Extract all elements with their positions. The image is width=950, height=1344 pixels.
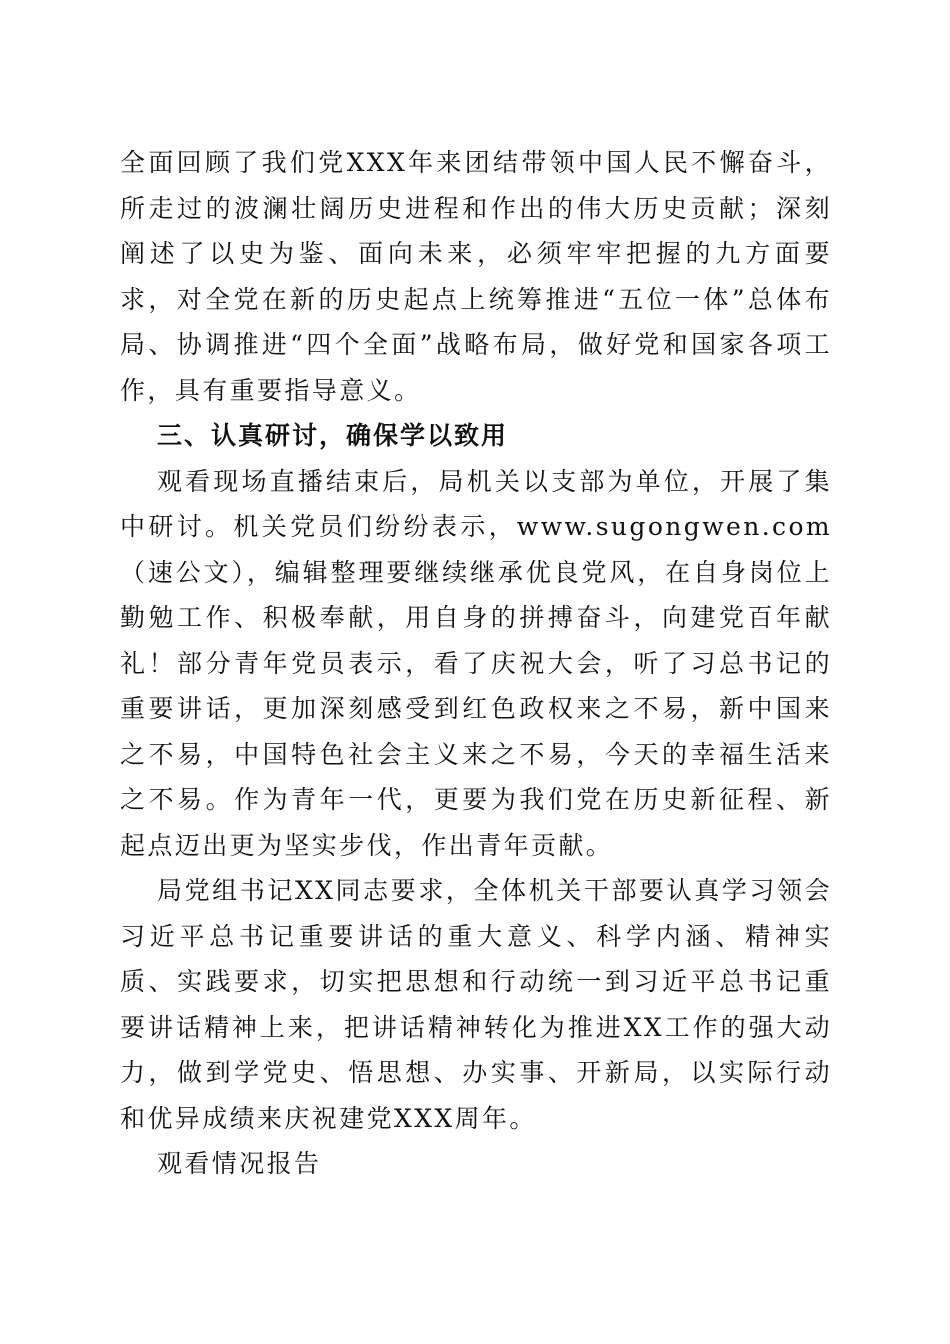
paragraph-requirements: 局党组书记XX同志要求，全体机关干部要认真学习领会习近平总书记重要讲话的重大意义、科学内涵、精神实质、实践要求，切实把思想和行动统一到习近平总书记重要讲话精神上来，把讲话精神转化为推进XX工作的强大动力，做到学党史、悟思想、办实事、开新局，以实际行动和优异成绩来庆祝建党XXX周年。 [120, 876, 832, 1133]
paragraph-report-title: 观看情况报告 [157, 1149, 322, 1178]
section-heading: 三、认真研讨，确保学以致用 [157, 421, 509, 450]
document-body [120, 140, 832, 1187]
paragraph-discussion: 观看现场直播结束后，局机关以支部为单位，开展了集中研讨。机关党员们纷纷表示，www.sugongwen.com（速公文），编辑整理要继续继承优良党风，在自身岗位上勤勉工作、积极奉献，用自身的拼搏奋斗，向建党百年献礼！部分青年党员表示，看了庆祝大会，听了习总书记的重要讲话，更加深刻感受到红色政权来之不易，新中国来之不易，中国特色社会主义来之不易，今天的幸福生活来之不易。作为青年一代，更要为我们党在历史新征程、新起点迈出更为坚实步伐，作出青年贡献。 [120, 466, 832, 860]
paragraph-continuation: 全面回顾了我们党XXX年来团结带领中国人民不懈奋斗，所走过的波澜壮阔历史进程和作出的伟大历史贡献；深刻阐述了以史为鉴、面向未来，必须牢牢把握的九方面要求，对全党在新的历史起点上统筹推进“五位一体”总体布局、协调推进“四个全面”战略布局，做好党和国家各项工作，具有重要指导意义。 [120, 148, 832, 405]
